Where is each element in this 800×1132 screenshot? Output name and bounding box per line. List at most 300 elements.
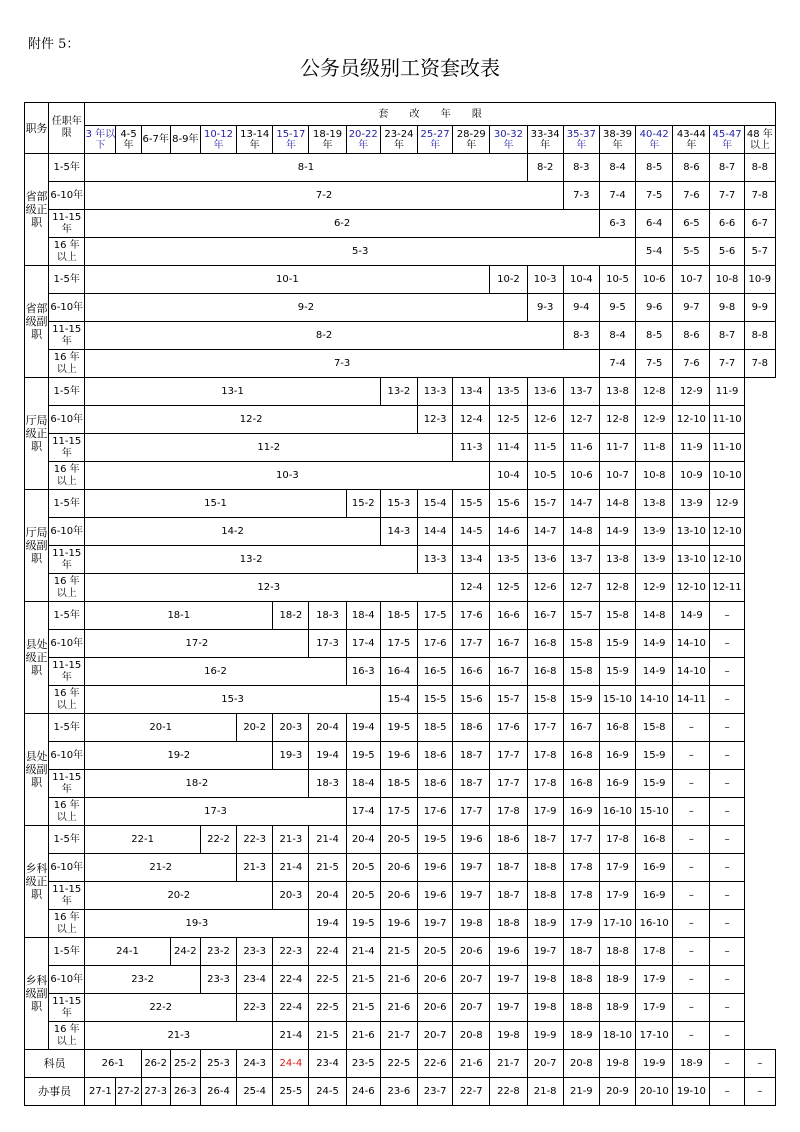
table-row — [25, 714, 776, 742]
grade-cell: – — [744, 1078, 775, 1106]
grade-cell: 17-9 — [599, 854, 635, 882]
year-range-header: 35-37年 — [563, 126, 599, 154]
grade-cell: 19-7 — [453, 882, 490, 910]
position-cell: 厅局级正职 — [25, 378, 49, 490]
grade-cell: 21-2 — [85, 854, 237, 882]
grade-cell: – — [710, 602, 744, 630]
grade-cell: 13-2 — [85, 546, 418, 574]
grade-cell: 7-8 — [744, 350, 775, 378]
grade-cell: 9-9 — [744, 294, 775, 322]
grade-cell: 20-7 — [453, 966, 490, 994]
position-cell: 乡科级副职 — [25, 938, 49, 1050]
grade-cell: 20-4 — [309, 882, 346, 910]
grade-cell: 26-4 — [200, 1078, 236, 1106]
grade-cell: 20-2 — [237, 714, 273, 742]
grade-cell: 17-4 — [346, 798, 380, 826]
grade-cell: 14-3 — [380, 518, 417, 546]
grade-cell: 21-5 — [309, 1022, 346, 1050]
grade-cell: 13-4 — [453, 378, 490, 406]
grade-cell: 17-8 — [563, 882, 599, 910]
grade-cell: 17-8 — [636, 938, 673, 966]
grade-cell: 12-5 — [490, 574, 527, 602]
grade-cell: 19-7 — [490, 966, 527, 994]
grade-cell: 14-9 — [673, 602, 710, 630]
tenure-cell: 6-10年 — [49, 518, 85, 546]
grade-cell: 7-3 — [563, 182, 599, 210]
table-row — [25, 966, 776, 994]
grade-cell: 10-8 — [710, 266, 744, 294]
grade-cell: 12-8 — [599, 574, 635, 602]
grade-cell: 17-7 — [563, 826, 599, 854]
grade-cell: 19-7 — [527, 938, 563, 966]
grade-cell: 13-4 — [453, 546, 490, 574]
grade-cell: 19-5 — [346, 742, 380, 770]
grade-cell: – — [673, 826, 710, 854]
grade-cell: 22-4 — [273, 994, 309, 1022]
grade-cell: 17-6 — [453, 602, 490, 630]
grade-cell: 18-6 — [453, 714, 490, 742]
grade-cell: 16-8 — [527, 658, 563, 686]
grade-cell: 25-4 — [237, 1078, 273, 1106]
grade-cell: 17-8 — [527, 770, 563, 798]
grade-cell: 11-10 — [710, 406, 744, 434]
grade-cell: 22-1 — [85, 826, 201, 854]
position-cell: 县处级副职 — [25, 714, 49, 826]
grade-cell: 19-6 — [418, 854, 453, 882]
table-row — [25, 742, 776, 770]
position-cell: 科员 — [25, 1050, 85, 1078]
grade-cell: 6-3 — [599, 210, 635, 238]
tenure-cell: 1-5年 — [49, 266, 85, 294]
grade-cell: 24-1 — [85, 938, 170, 966]
grade-cell: 27-2 — [116, 1078, 141, 1106]
grade-cell: 16-8 — [527, 630, 563, 658]
grade-cell: 18-8 — [527, 882, 563, 910]
grade-cell: 19-7 — [453, 854, 490, 882]
grade-cell: 13-8 — [636, 490, 673, 518]
grade-cell: 16-9 — [636, 854, 673, 882]
tenure-cell: 1-5年 — [49, 938, 85, 966]
grade-cell: 23-3 — [237, 938, 273, 966]
grade-cell: 13-9 — [673, 490, 710, 518]
grade-cell: 24-2 — [170, 938, 200, 966]
grade-cell: 11-8 — [636, 434, 673, 462]
years-header: 套 改 年 限 — [85, 103, 776, 126]
grade-cell: 22-6 — [418, 1050, 453, 1078]
grade-cell: 20-5 — [418, 938, 453, 966]
grade-cell: 16-2 — [85, 658, 346, 686]
grade-cell: 13-1 — [85, 378, 381, 406]
grade-cell: 8-7 — [710, 154, 744, 182]
grade-cell: 15-1 — [85, 490, 346, 518]
grade-cell: 14-10 — [673, 658, 710, 686]
grade-cell: 23-5 — [346, 1050, 380, 1078]
grade-cell: 17-8 — [527, 742, 563, 770]
table-row — [25, 1022, 776, 1050]
grade-cell: 8-2 — [85, 322, 563, 350]
grade-cell: 18-6 — [418, 742, 453, 770]
grade-cell: 16-10 — [636, 910, 673, 938]
grade-cell: 15-8 — [599, 602, 635, 630]
grade-cell: 16-6 — [490, 602, 527, 630]
table-row — [25, 518, 776, 546]
grade-cell: 18-9 — [563, 1022, 599, 1050]
grade-cell: 5-3 — [85, 238, 636, 266]
tenure-cell: 6-10年 — [49, 294, 85, 322]
grade-cell: 17-7 — [490, 770, 527, 798]
grade-cell: 16-9 — [599, 742, 635, 770]
grade-cell: 13-5 — [490, 546, 527, 574]
grade-cell: 18-8 — [599, 938, 635, 966]
grade-cell: 8-3 — [563, 154, 599, 182]
grade-cell: 7-7 — [710, 350, 744, 378]
grade-cell: 20-6 — [418, 994, 453, 1022]
grade-cell: 21-5 — [346, 994, 380, 1022]
tenure-header: 任职年限 — [49, 103, 85, 154]
grade-cell: 9-6 — [636, 294, 673, 322]
table-row — [25, 630, 776, 658]
grade-cell: 12-10 — [710, 518, 744, 546]
grade-cell: 20-6 — [380, 882, 417, 910]
grade-cell: 11-9 — [710, 378, 744, 406]
grade-cell: 10-4 — [563, 266, 599, 294]
grade-cell: 19-8 — [527, 994, 563, 1022]
tenure-cell: 6-10年 — [49, 182, 85, 210]
grade-cell: 10-2 — [490, 266, 527, 294]
grade-cell: 21-6 — [453, 1050, 490, 1078]
year-range-header: 18-19年 — [309, 126, 346, 154]
table-row — [25, 406, 776, 434]
tenure-cell: 16 年以上 — [49, 574, 85, 602]
grade-cell: 13-2 — [380, 378, 417, 406]
year-range-header: 13-14年 — [237, 126, 273, 154]
grade-cell: – — [710, 714, 744, 742]
year-range-header: 45-47年 — [710, 126, 744, 154]
grade-cell: 19-4 — [309, 910, 346, 938]
grade-cell: – — [673, 882, 710, 910]
grade-cell: 8-4 — [599, 322, 635, 350]
grade-cell: – — [673, 714, 710, 742]
grade-cell: 20-6 — [380, 854, 417, 882]
year-range-header: 3 年以下 — [85, 126, 116, 154]
grade-cell: 6-6 — [710, 210, 744, 238]
grade-cell: – — [673, 1022, 710, 1050]
grade-cell: 15-4 — [380, 686, 417, 714]
grade-cell: 23-4 — [309, 1050, 346, 1078]
grade-cell: 15-9 — [563, 686, 599, 714]
grade-cell: 10-9 — [744, 266, 775, 294]
grade-cell: 21-5 — [309, 854, 346, 882]
tenure-cell: 6-10年 — [49, 966, 85, 994]
grade-cell: 21-4 — [273, 1022, 309, 1050]
grade-cell: 16-7 — [527, 602, 563, 630]
grade-cell: 14-4 — [418, 518, 453, 546]
grade-cell: 10-5 — [599, 266, 635, 294]
grade-cell: 26-3 — [170, 1078, 200, 1106]
table-row — [25, 994, 776, 1022]
grade-cell: 8-7 — [710, 322, 744, 350]
grade-cell: 8-8 — [744, 154, 775, 182]
grade-cell: 17-4 — [346, 630, 380, 658]
position-cell: 省部级正职 — [25, 154, 49, 266]
grade-cell: 15-8 — [527, 686, 563, 714]
grade-cell: 21-6 — [380, 966, 417, 994]
grade-cell: 23-2 — [200, 938, 236, 966]
grade-cell: 19-4 — [346, 714, 380, 742]
grade-cell: 7-6 — [673, 350, 710, 378]
grade-cell: 12-5 — [490, 406, 527, 434]
grade-cell: 15-9 — [636, 770, 673, 798]
grade-cell: 17-9 — [599, 882, 635, 910]
grade-cell: 18-4 — [346, 602, 380, 630]
grade-cell: 14-11 — [673, 686, 710, 714]
grade-cell: 14-9 — [636, 630, 673, 658]
grade-cell: 18-6 — [418, 770, 453, 798]
grade-cell: 14-8 — [599, 490, 635, 518]
tenure-cell: 16 年以上 — [49, 462, 85, 490]
grade-cell: 19-8 — [453, 910, 490, 938]
grade-cell: 11-10 — [710, 434, 744, 462]
grade-cell: 12-10 — [673, 574, 710, 602]
grade-cell: 16-7 — [490, 630, 527, 658]
grade-cell: 18-5 — [418, 714, 453, 742]
grade-cell: 19-10 — [673, 1078, 710, 1106]
grade-cell: 14-6 — [490, 518, 527, 546]
grade-cell: 12-9 — [636, 406, 673, 434]
grade-cell: 15-7 — [563, 602, 599, 630]
grade-cell: 21-4 — [309, 826, 346, 854]
grade-cell: 7-8 — [744, 182, 775, 210]
grade-cell: 6-4 — [636, 210, 673, 238]
tenure-cell: 11-15年 — [49, 210, 85, 238]
grade-cell: 14-10 — [636, 686, 673, 714]
grade-cell: 10-8 — [636, 462, 673, 490]
grade-cell: 16-9 — [563, 798, 599, 826]
grade-cell: 17-6 — [418, 630, 453, 658]
grade-cell: 18-10 — [599, 1022, 635, 1050]
grade-cell: 11-2 — [85, 434, 453, 462]
grade-cell: – — [710, 686, 744, 714]
grade-cell: 20-6 — [453, 938, 490, 966]
grade-cell: 18-9 — [673, 1050, 710, 1078]
grade-cell: 22-3 — [237, 826, 273, 854]
table-row — [25, 826, 776, 854]
grade-cell: 13-6 — [527, 378, 563, 406]
grade-cell: 20-9 — [599, 1078, 635, 1106]
year-range-header: 8-9年 — [170, 126, 200, 154]
grade-cell: 16-3 — [346, 658, 380, 686]
grade-cell: 22-4 — [273, 966, 309, 994]
grade-cell: 18-4 — [346, 770, 380, 798]
grade-cell: 9-8 — [710, 294, 744, 322]
grade-cell: 15-9 — [599, 630, 635, 658]
year-range-header: 15-17年 — [273, 126, 309, 154]
grade-cell: 19-6 — [453, 826, 490, 854]
grade-cell: 19-5 — [346, 910, 380, 938]
grade-cell: 8-2 — [527, 154, 563, 182]
grade-cell: 17-3 — [85, 798, 346, 826]
tenure-cell: 11-15年 — [49, 770, 85, 798]
grade-cell: 7-7 — [710, 182, 744, 210]
grade-cell: 12-4 — [453, 406, 490, 434]
grade-cell: – — [673, 770, 710, 798]
table-row — [25, 182, 776, 210]
grade-cell: – — [710, 938, 744, 966]
grade-cell: 17-2 — [85, 630, 309, 658]
table-row — [25, 210, 776, 238]
grade-cell: 13-10 — [673, 518, 710, 546]
grade-cell: – — [673, 798, 710, 826]
grade-cell: 23-3 — [200, 966, 236, 994]
grade-cell: 22-5 — [309, 994, 346, 1022]
grade-cell: – — [673, 994, 710, 1022]
tenure-cell: 16 年以上 — [49, 1022, 85, 1050]
table-body — [25, 103, 776, 1106]
grade-cell: 19-9 — [527, 1022, 563, 1050]
table-row — [25, 266, 776, 294]
grade-cell: 18-8 — [527, 854, 563, 882]
grade-cell: 13-10 — [673, 546, 710, 574]
tenure-cell: 11-15年 — [49, 882, 85, 910]
grade-cell: 10-4 — [490, 462, 527, 490]
grade-cell: 18-5 — [380, 770, 417, 798]
table-row — [25, 602, 776, 630]
grade-cell: 22-2 — [85, 994, 237, 1022]
grade-cell: 21-6 — [380, 994, 417, 1022]
tenure-cell: 11-15年 — [49, 994, 85, 1022]
grade-cell: 10-7 — [673, 266, 710, 294]
tenure-cell: 11-15年 — [49, 322, 85, 350]
grade-cell: 18-3 — [309, 602, 346, 630]
grade-cell: 12-9 — [710, 490, 744, 518]
grade-cell: 24-5 — [309, 1078, 346, 1106]
table-row — [25, 154, 776, 182]
grade-cell: 8-5 — [636, 322, 673, 350]
grade-cell: 19-4 — [309, 742, 346, 770]
grade-cell: 8-3 — [563, 322, 599, 350]
year-range-header: 10-12年 — [200, 126, 236, 154]
grade-cell: 13-3 — [418, 546, 453, 574]
grade-cell: 13-8 — [599, 378, 635, 406]
tenure-cell: 1-5年 — [49, 490, 85, 518]
grade-cell: 27-1 — [85, 1078, 116, 1106]
grade-cell: 9-7 — [673, 294, 710, 322]
grade-cell: 10-10 — [710, 462, 744, 490]
grade-cell: 12-7 — [563, 574, 599, 602]
year-range-header: 25-27年 — [418, 126, 453, 154]
grade-cell: 22-3 — [237, 994, 273, 1022]
grade-cell: 21-5 — [346, 966, 380, 994]
grade-cell: – — [744, 1050, 775, 1078]
grade-cell: – — [710, 910, 744, 938]
grade-cell: 17-9 — [563, 910, 599, 938]
grade-cell: 12-8 — [599, 406, 635, 434]
grade-cell: – — [710, 658, 744, 686]
grade-cell: 20-7 — [453, 994, 490, 1022]
grade-cell: 15-7 — [527, 490, 563, 518]
grade-cell: 20-4 — [346, 826, 380, 854]
grade-cell: 12-10 — [673, 406, 710, 434]
table-row — [25, 770, 776, 798]
tenure-cell: 11-15年 — [49, 546, 85, 574]
grade-cell: 15-8 — [563, 658, 599, 686]
grade-cell: 23-4 — [237, 966, 273, 994]
year-range-header: 30-32年 — [490, 126, 527, 154]
grade-cell: 18-7 — [563, 938, 599, 966]
grade-cell: 24-6 — [346, 1078, 380, 1106]
year-range-header: 28-29年 — [453, 126, 490, 154]
grade-cell: 15-8 — [636, 714, 673, 742]
grade-cell: 8-8 — [744, 322, 775, 350]
table-row — [25, 910, 776, 938]
table-row — [25, 938, 776, 966]
grade-cell: 15-3 — [85, 686, 381, 714]
grade-cell: 14-7 — [563, 490, 599, 518]
grade-cell: – — [673, 966, 710, 994]
grade-cell: 20-10 — [636, 1078, 673, 1106]
table-row — [25, 322, 776, 350]
table-row — [25, 686, 776, 714]
grade-cell: 11-4 — [490, 434, 527, 462]
tenure-cell: 11-15年 — [49, 658, 85, 686]
grade-cell: 19-3 — [273, 742, 309, 770]
grade-cell: 10-6 — [563, 462, 599, 490]
grade-cell: 10-7 — [599, 462, 635, 490]
grade-cell: 16-7 — [490, 658, 527, 686]
grade-cell: 17-7 — [453, 798, 490, 826]
grade-cell: 17-6 — [418, 798, 453, 826]
grade-cell: 18-2 — [85, 770, 309, 798]
grade-cell: 13-5 — [490, 378, 527, 406]
grade-cell: 17-9 — [636, 966, 673, 994]
grade-cell: 22-2 — [200, 826, 236, 854]
grade-cell: 15-6 — [453, 686, 490, 714]
tenure-cell: 6-10年 — [49, 742, 85, 770]
grade-cell: 15-6 — [490, 490, 527, 518]
table-row — [25, 1078, 776, 1106]
grade-cell: 19-6 — [380, 910, 417, 938]
grade-cell: 22-5 — [309, 966, 346, 994]
year-range-header: 20-22年 — [346, 126, 380, 154]
grade-cell: 24-3 — [237, 1050, 273, 1078]
grade-cell: 9-2 — [85, 294, 527, 322]
grade-cell: 17-8 — [490, 798, 527, 826]
grade-cell: 10-3 — [85, 462, 490, 490]
grade-cell: 7-2 — [85, 182, 563, 210]
grade-cell: 22-7 — [453, 1078, 490, 1106]
attachment-label: 附件 5： — [28, 37, 80, 52]
table-row — [25, 658, 776, 686]
grade-cell: 7-5 — [636, 350, 673, 378]
grade-cell: 18-7 — [453, 742, 490, 770]
table-row — [25, 490, 776, 518]
grade-cell: 18-7 — [453, 770, 490, 798]
grade-cell: 22-3 — [273, 938, 309, 966]
grade-cell: 18-1 — [85, 602, 273, 630]
tenure-cell: 16 年以上 — [49, 238, 85, 266]
grade-cell: 17-10 — [636, 1022, 673, 1050]
grade-cell: 14-9 — [636, 658, 673, 686]
grade-cell: 18-9 — [599, 994, 635, 1022]
grade-cell: 23-7 — [418, 1078, 453, 1106]
grade-cell: 18-2 — [273, 602, 309, 630]
grade-cell: 17-3 — [309, 630, 346, 658]
grade-cell: 13-7 — [563, 378, 599, 406]
grade-cell: 19-5 — [418, 826, 453, 854]
grade-cell: 18-6 — [490, 826, 527, 854]
grade-cell: 16-10 — [599, 798, 635, 826]
year-range-header: 40-42年 — [636, 126, 673, 154]
